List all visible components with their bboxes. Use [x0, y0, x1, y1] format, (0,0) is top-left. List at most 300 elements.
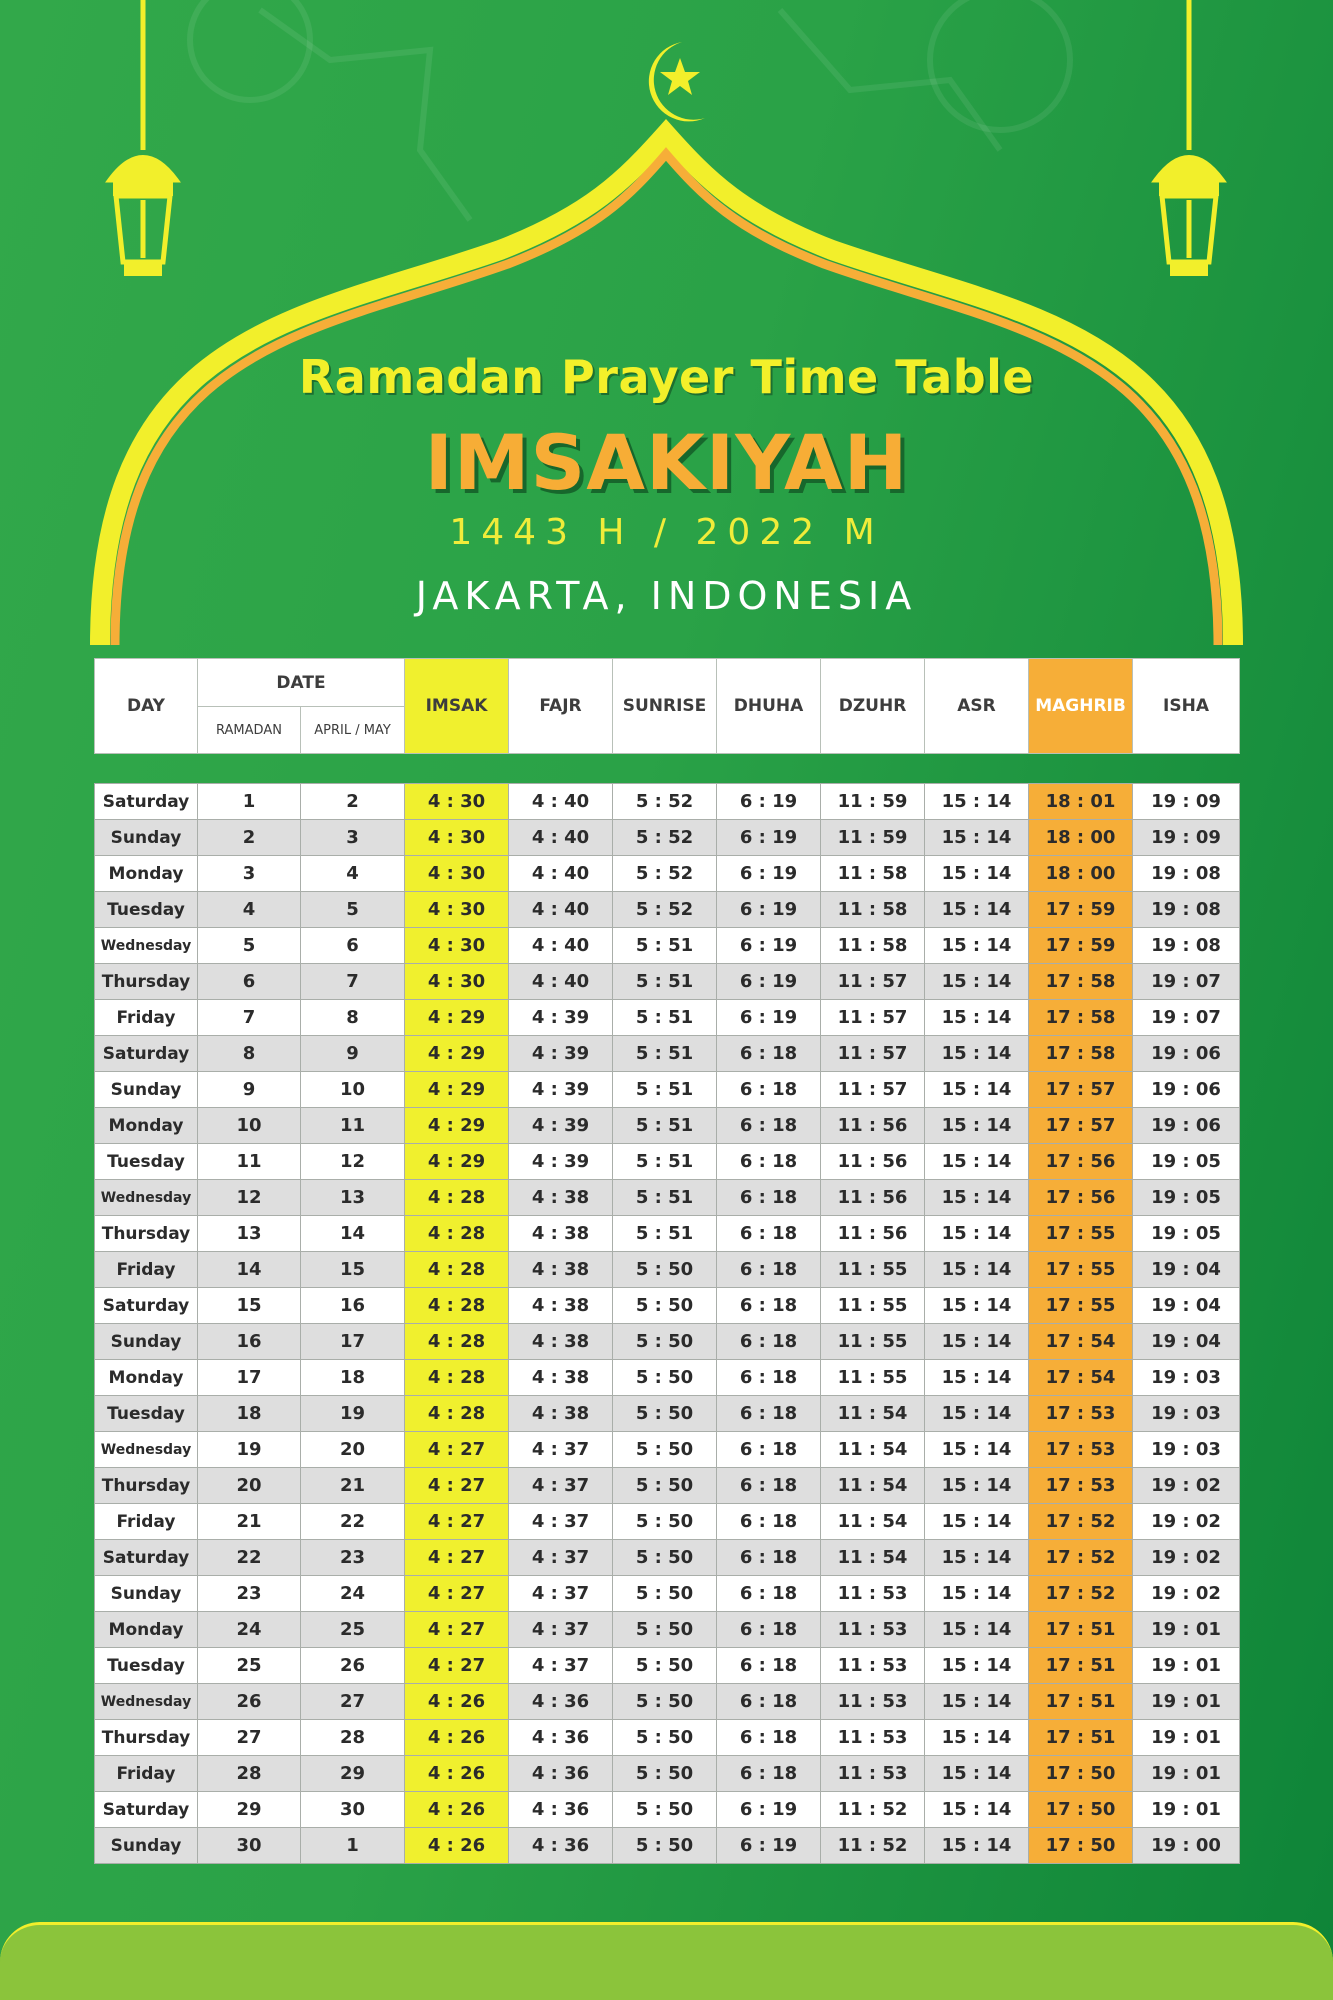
table-row	[95, 1432, 1240, 1468]
day-cell: Saturday	[95, 1288, 198, 1324]
imsak-cell: 4 : 28	[405, 1360, 509, 1396]
imsak-cell: 4 : 29	[405, 1144, 509, 1180]
maghrib-cell: 17 : 57	[1029, 1108, 1133, 1144]
dzuhr-cell: 11 : 57	[821, 1000, 925, 1036]
dhuha-cell: 6 : 19	[717, 892, 821, 928]
imsak-cell: 4 : 27	[405, 1576, 509, 1612]
ramadan-date-cell: 23	[198, 1576, 301, 1612]
sunrise-cell: 5 : 52	[613, 856, 717, 892]
sunrise-cell: 5 : 51	[613, 964, 717, 1000]
maghrib-cell: 17 : 51	[1029, 1720, 1133, 1756]
day-cell: Monday	[95, 856, 198, 892]
imsak-cell: 4 : 30	[405, 820, 509, 856]
dzuhr-cell: 11 : 58	[821, 856, 925, 892]
column-header-gregorian: APRIL / MAY	[301, 707, 405, 754]
imsak-cell: 4 : 30	[405, 784, 509, 820]
sunrise-cell: 5 : 50	[613, 1396, 717, 1432]
fajr-cell: 4 : 36	[509, 1828, 613, 1864]
imsak-cell: 4 : 28	[405, 1216, 509, 1252]
asr-cell: 15 : 14	[925, 1504, 1029, 1540]
dzuhr-cell: 11 : 57	[821, 964, 925, 1000]
dhuha-cell: 6 : 19	[717, 1828, 821, 1864]
table-row	[95, 1468, 1240, 1504]
day-cell: Wednesday	[95, 1684, 198, 1720]
dzuhr-cell: 11 : 56	[821, 1108, 925, 1144]
dzuhr-cell: 11 : 59	[821, 820, 925, 856]
day-cell: Thursday	[95, 964, 198, 1000]
ramadan-date-cell: 14	[198, 1252, 301, 1288]
isha-cell: 19 : 05	[1133, 1180, 1240, 1216]
dhuha-cell: 6 : 18	[717, 1252, 821, 1288]
gregorian-date-cell: 23	[301, 1540, 405, 1576]
isha-cell: 19 : 04	[1133, 1324, 1240, 1360]
sunrise-cell: 5 : 50	[613, 1468, 717, 1504]
dzuhr-cell: 11 : 56	[821, 1180, 925, 1216]
sunrise-cell: 5 : 50	[613, 1288, 717, 1324]
maghrib-cell: 17 : 54	[1029, 1360, 1133, 1396]
table-row	[95, 1288, 1240, 1324]
sunrise-cell: 5 : 50	[613, 1540, 717, 1576]
maghrib-cell: 17 : 58	[1029, 1036, 1133, 1072]
ramadan-date-cell: 25	[198, 1648, 301, 1684]
ramadan-date-cell: 8	[198, 1036, 301, 1072]
ramadan-date-cell: 1	[198, 784, 301, 820]
dhuha-cell: 6 : 18	[717, 1288, 821, 1324]
gregorian-date-cell: 30	[301, 1792, 405, 1828]
day-cell: Saturday	[95, 1540, 198, 1576]
maghrib-cell: 17 : 51	[1029, 1648, 1133, 1684]
dzuhr-cell: 11 : 58	[821, 928, 925, 964]
dzuhr-cell: 11 : 53	[821, 1648, 925, 1684]
asr-cell: 15 : 14	[925, 1144, 1029, 1180]
maghrib-cell: 17 : 59	[1029, 892, 1133, 928]
dzuhr-cell: 11 : 56	[821, 1216, 925, 1252]
isha-cell: 19 : 03	[1133, 1432, 1240, 1468]
maghrib-cell: 17 : 50	[1029, 1756, 1133, 1792]
dhuha-cell: 6 : 18	[717, 1144, 821, 1180]
isha-cell: 19 : 01	[1133, 1684, 1240, 1720]
imsak-cell: 4 : 29	[405, 1036, 509, 1072]
table-row	[95, 1828, 1240, 1864]
ramadan-date-cell: 18	[198, 1396, 301, 1432]
isha-cell: 19 : 01	[1133, 1792, 1240, 1828]
gregorian-date-cell: 25	[301, 1612, 405, 1648]
dhuha-cell: 6 : 18	[717, 1576, 821, 1612]
imsak-cell: 4 : 27	[405, 1612, 509, 1648]
gregorian-date-cell: 5	[301, 892, 405, 928]
gregorian-date-cell: 21	[301, 1468, 405, 1504]
isha-cell: 19 : 02	[1133, 1468, 1240, 1504]
fajr-cell: 4 : 39	[509, 1072, 613, 1108]
ramadan-date-cell: 24	[198, 1612, 301, 1648]
day-cell: Tuesday	[95, 1648, 198, 1684]
sunrise-cell: 5 : 50	[613, 1684, 717, 1720]
maghrib-cell: 17 : 51	[1029, 1684, 1133, 1720]
sunrise-cell: 5 : 50	[613, 1648, 717, 1684]
table-row	[95, 820, 1240, 856]
asr-cell: 15 : 14	[925, 1684, 1029, 1720]
day-cell: Sunday	[95, 1576, 198, 1612]
column-header-maghrib: MAGHRIB	[1029, 659, 1133, 754]
maghrib-cell: 17 : 50	[1029, 1828, 1133, 1864]
ramadan-date-cell: 3	[198, 856, 301, 892]
table-row	[95, 1756, 1240, 1792]
day-cell: Monday	[95, 1108, 198, 1144]
gregorian-date-cell: 2	[301, 784, 405, 820]
fajr-cell: 4 : 37	[509, 1468, 613, 1504]
maghrib-cell: 17 : 51	[1029, 1612, 1133, 1648]
asr-cell: 15 : 14	[925, 1540, 1029, 1576]
ramadan-date-cell: 20	[198, 1468, 301, 1504]
table-row	[95, 892, 1240, 928]
dzuhr-cell: 11 : 58	[821, 892, 925, 928]
day-cell: Wednesday	[95, 928, 198, 964]
sunrise-cell: 5 : 50	[613, 1324, 717, 1360]
asr-cell: 15 : 14	[925, 1756, 1029, 1792]
gregorian-date-cell: 24	[301, 1576, 405, 1612]
imsak-cell: 4 : 27	[405, 1432, 509, 1468]
maghrib-cell: 17 : 52	[1029, 1540, 1133, 1576]
asr-cell: 15 : 14	[925, 1252, 1029, 1288]
sunrise-cell: 5 : 51	[613, 1036, 717, 1072]
dzuhr-cell: 11 : 54	[821, 1432, 925, 1468]
gregorian-date-cell: 11	[301, 1108, 405, 1144]
day-cell: Saturday	[95, 1036, 198, 1072]
day-cell: Sunday	[95, 820, 198, 856]
fajr-cell: 4 : 39	[509, 1000, 613, 1036]
sunrise-cell: 5 : 51	[613, 1072, 717, 1108]
dhuha-cell: 6 : 18	[717, 1720, 821, 1756]
ramadan-date-cell: 10	[198, 1108, 301, 1144]
dhuha-cell: 6 : 19	[717, 856, 821, 892]
dhuha-cell: 6 : 18	[717, 1468, 821, 1504]
hanging-lantern-icon	[1156, 0, 1222, 276]
isha-cell: 19 : 08	[1133, 928, 1240, 964]
column-header-fajr: FAJR	[509, 659, 613, 754]
sunrise-cell: 5 : 51	[613, 1108, 717, 1144]
day-cell: Saturday	[95, 784, 198, 820]
isha-cell: 19 : 04	[1133, 1288, 1240, 1324]
asr-cell: 15 : 14	[925, 1396, 1029, 1432]
gregorian-date-cell: 12	[301, 1144, 405, 1180]
ramadan-date-cell: 12	[198, 1180, 301, 1216]
dhuha-cell: 6 : 18	[717, 1396, 821, 1432]
table-row	[95, 1792, 1240, 1828]
isha-cell: 19 : 01	[1133, 1648, 1240, 1684]
imsak-cell: 4 : 30	[405, 928, 509, 964]
day-cell: Thursday	[95, 1216, 198, 1252]
column-header-day: DAY	[95, 659, 198, 754]
page-title: Ramadan Prayer Time Table	[298, 350, 1035, 404]
fajr-cell: 4 : 38	[509, 1360, 613, 1396]
dzuhr-cell: 11 : 52	[821, 1828, 925, 1864]
asr-cell: 15 : 14	[925, 1324, 1029, 1360]
column-header-imsak: IMSAK	[405, 659, 509, 754]
day-cell: Sunday	[95, 1072, 198, 1108]
fajr-cell: 4 : 39	[509, 1144, 613, 1180]
dzuhr-cell: 11 : 54	[821, 1468, 925, 1504]
imsak-cell: 4 : 27	[405, 1648, 509, 1684]
ramadan-date-cell: 22	[198, 1540, 301, 1576]
maghrib-cell: 17 : 52	[1029, 1576, 1133, 1612]
sunrise-cell: 5 : 50	[613, 1756, 717, 1792]
maghrib-cell: 17 : 56	[1029, 1180, 1133, 1216]
fajr-cell: 4 : 38	[509, 1396, 613, 1432]
dhuha-cell: 6 : 18	[717, 1360, 821, 1396]
dzuhr-cell: 11 : 55	[821, 1288, 925, 1324]
fajr-cell: 4 : 37	[509, 1432, 613, 1468]
dhuha-cell: 6 : 19	[717, 964, 821, 1000]
table-row	[95, 1576, 1240, 1612]
imsak-cell: 4 : 30	[405, 964, 509, 1000]
imsak-cell: 4 : 28	[405, 1180, 509, 1216]
dhuha-cell: 6 : 19	[717, 1000, 821, 1036]
sunrise-cell: 5 : 50	[613, 1252, 717, 1288]
ramadan-date-cell: 15	[198, 1288, 301, 1324]
table-row	[95, 1324, 1240, 1360]
asr-cell: 15 : 14	[925, 1108, 1029, 1144]
dzuhr-cell: 11 : 54	[821, 1504, 925, 1540]
gregorian-date-cell: 26	[301, 1648, 405, 1684]
ramadan-date-cell: 19	[198, 1432, 301, 1468]
gregorian-date-cell: 17	[301, 1324, 405, 1360]
maghrib-cell: 17 : 52	[1029, 1504, 1133, 1540]
ramadan-date-cell: 13	[198, 1216, 301, 1252]
fajr-cell: 4 : 40	[509, 892, 613, 928]
day-cell: Saturday	[95, 1792, 198, 1828]
asr-cell: 15 : 14	[925, 1000, 1029, 1036]
day-cell: Wednesday	[95, 1180, 198, 1216]
imsak-cell: 4 : 26	[405, 1756, 509, 1792]
isha-cell: 19 : 01	[1133, 1756, 1240, 1792]
fajr-cell: 4 : 39	[509, 1036, 613, 1072]
table-row	[95, 964, 1240, 1000]
table-row	[95, 1540, 1240, 1576]
day-cell: Friday	[95, 1000, 198, 1036]
sunrise-cell: 5 : 52	[613, 820, 717, 856]
table-row	[95, 856, 1240, 892]
table-row	[95, 1648, 1240, 1684]
isha-cell: 19 : 05	[1133, 1216, 1240, 1252]
fajr-cell: 4 : 38	[509, 1252, 613, 1288]
gregorian-date-cell: 8	[301, 1000, 405, 1036]
isha-cell: 19 : 07	[1133, 1000, 1240, 1036]
isha-cell: 19 : 07	[1133, 964, 1240, 1000]
fajr-cell: 4 : 38	[509, 1216, 613, 1252]
sunrise-cell: 5 : 50	[613, 1432, 717, 1468]
gregorian-date-cell: 22	[301, 1504, 405, 1540]
table-row	[95, 1144, 1240, 1180]
maghrib-cell: 17 : 53	[1029, 1432, 1133, 1468]
imsak-cell: 4 : 27	[405, 1540, 509, 1576]
timetable-header	[94, 658, 1240, 754]
column-header-isha: ISHA	[1133, 659, 1240, 754]
column-header-asr: ASR	[925, 659, 1029, 754]
isha-cell: 19 : 05	[1133, 1144, 1240, 1180]
dhuha-cell: 6 : 18	[717, 1648, 821, 1684]
sunrise-cell: 5 : 50	[613, 1612, 717, 1648]
table-row	[95, 1036, 1240, 1072]
imsak-cell: 4 : 26	[405, 1828, 509, 1864]
dzuhr-cell: 11 : 53	[821, 1720, 925, 1756]
imsak-cell: 4 : 30	[405, 856, 509, 892]
ramadan-date-cell: 11	[198, 1144, 301, 1180]
asr-cell: 15 : 14	[925, 1180, 1029, 1216]
table-row	[95, 1684, 1240, 1720]
dzuhr-cell: 11 : 53	[821, 1612, 925, 1648]
imsak-cell: 4 : 27	[405, 1468, 509, 1504]
table-row	[95, 1396, 1240, 1432]
asr-cell: 15 : 14	[925, 1216, 1029, 1252]
table-row	[95, 1108, 1240, 1144]
isha-cell: 19 : 09	[1133, 784, 1240, 820]
sunrise-cell: 5 : 50	[613, 1576, 717, 1612]
dhuha-cell: 6 : 18	[717, 1216, 821, 1252]
dhuha-cell: 6 : 18	[717, 1108, 821, 1144]
ramadan-date-cell: 4	[198, 892, 301, 928]
sunrise-cell: 5 : 52	[613, 892, 717, 928]
isha-cell: 19 : 06	[1133, 1108, 1240, 1144]
imsak-cell: 4 : 28	[405, 1324, 509, 1360]
gregorian-date-cell: 1	[301, 1828, 405, 1864]
column-header-date: DATE	[198, 659, 405, 707]
maghrib-cell: 17 : 57	[1029, 1072, 1133, 1108]
sunrise-cell: 5 : 52	[613, 784, 717, 820]
isha-cell: 19 : 01	[1133, 1612, 1240, 1648]
maghrib-cell: 17 : 59	[1029, 928, 1133, 964]
isha-cell: 19 : 02	[1133, 1576, 1240, 1612]
asr-cell: 15 : 14	[925, 1072, 1029, 1108]
isha-cell: 19 : 04	[1133, 1252, 1240, 1288]
column-header-sunrise: SUNRISE	[613, 659, 717, 754]
day-cell: Thursday	[95, 1468, 198, 1504]
sunrise-cell: 5 : 51	[613, 928, 717, 964]
isha-cell: 19 : 09	[1133, 820, 1240, 856]
maghrib-cell: 17 : 53	[1029, 1468, 1133, 1504]
isha-cell: 19 : 02	[1133, 1540, 1240, 1576]
day-cell: Tuesday	[95, 1396, 198, 1432]
day-cell: Thursday	[95, 1720, 198, 1756]
fajr-cell: 4 : 37	[509, 1576, 613, 1612]
asr-cell: 15 : 14	[925, 1288, 1029, 1324]
maghrib-cell: 17 : 54	[1029, 1324, 1133, 1360]
gregorian-date-cell: 28	[301, 1720, 405, 1756]
table-row	[95, 1000, 1240, 1036]
day-cell: Friday	[95, 1756, 198, 1792]
ramadan-date-cell: 5	[198, 928, 301, 964]
fajr-cell: 4 : 36	[509, 1684, 613, 1720]
day-cell: Tuesday	[95, 1144, 198, 1180]
table-row	[95, 784, 1240, 820]
isha-cell: 19 : 08	[1133, 892, 1240, 928]
gregorian-date-cell: 4	[301, 856, 405, 892]
isha-cell: 19 : 01	[1133, 1720, 1240, 1756]
table-row	[95, 928, 1240, 964]
asr-cell: 15 : 14	[925, 784, 1029, 820]
gregorian-date-cell: 16	[301, 1288, 405, 1324]
ramadan-date-cell: 6	[198, 964, 301, 1000]
gregorian-date-cell: 29	[301, 1756, 405, 1792]
column-header-dhuha: DHUHA	[717, 659, 821, 754]
maghrib-cell: 17 : 50	[1029, 1792, 1133, 1828]
isha-cell: 19 : 06	[1133, 1036, 1240, 1072]
dhuha-cell: 6 : 18	[717, 1324, 821, 1360]
fajr-cell: 4 : 37	[509, 1504, 613, 1540]
isha-cell: 19 : 02	[1133, 1504, 1240, 1540]
gregorian-date-cell: 15	[301, 1252, 405, 1288]
asr-cell: 15 : 14	[925, 1036, 1029, 1072]
ramadan-date-cell: 28	[198, 1756, 301, 1792]
isha-cell: 19 : 03	[1133, 1396, 1240, 1432]
dzuhr-cell: 11 : 55	[821, 1360, 925, 1396]
ramadan-date-cell: 30	[198, 1828, 301, 1864]
isha-cell: 19 : 08	[1133, 856, 1240, 892]
gregorian-date-cell: 18	[301, 1360, 405, 1396]
gregorian-date-cell: 7	[301, 964, 405, 1000]
dzuhr-cell: 11 : 54	[821, 1540, 925, 1576]
dhuha-cell: 6 : 18	[717, 1540, 821, 1576]
asr-cell: 15 : 14	[925, 856, 1029, 892]
asr-cell: 15 : 14	[925, 1828, 1029, 1864]
ramadan-date-cell: 9	[198, 1072, 301, 1108]
maghrib-cell: 17 : 55	[1029, 1216, 1133, 1252]
dzuhr-cell: 11 : 53	[821, 1576, 925, 1612]
column-header-dzuhr: DZUHR	[821, 659, 925, 754]
table-row	[95, 1504, 1240, 1540]
dhuha-cell: 6 : 19	[717, 928, 821, 964]
asr-cell: 15 : 14	[925, 1576, 1029, 1612]
sunrise-cell: 5 : 50	[613, 1720, 717, 1756]
day-cell: Friday	[95, 1504, 198, 1540]
sunrise-cell: 5 : 51	[613, 1180, 717, 1216]
maghrib-cell: 17 : 56	[1029, 1144, 1133, 1180]
imsak-cell: 4 : 26	[405, 1792, 509, 1828]
imsak-cell: 4 : 26	[405, 1720, 509, 1756]
fajr-cell: 4 : 40	[509, 856, 613, 892]
maghrib-cell: 17 : 58	[1029, 964, 1133, 1000]
sunrise-cell: 5 : 50	[613, 1504, 717, 1540]
dzuhr-cell: 11 : 55	[821, 1252, 925, 1288]
gregorian-date-cell: 19	[301, 1396, 405, 1432]
day-cell: Sunday	[95, 1828, 198, 1864]
table-row	[95, 1252, 1240, 1288]
table-row	[95, 1720, 1240, 1756]
dzuhr-cell: 11 : 53	[821, 1756, 925, 1792]
dzuhr-cell: 11 : 57	[821, 1072, 925, 1108]
dhuha-cell: 6 : 18	[717, 1432, 821, 1468]
dzuhr-cell: 11 : 52	[821, 1792, 925, 1828]
asr-cell: 15 : 14	[925, 1468, 1029, 1504]
asr-cell: 15 : 14	[925, 1792, 1029, 1828]
fajr-cell: 4 : 40	[509, 928, 613, 964]
isha-cell: 19 : 03	[1133, 1360, 1240, 1396]
day-cell: Monday	[95, 1612, 198, 1648]
ramadan-date-cell: 21	[198, 1504, 301, 1540]
footer-band	[0, 1922, 1333, 2000]
gregorian-date-cell: 10	[301, 1072, 405, 1108]
dhuha-cell: 6 : 19	[717, 1792, 821, 1828]
dhuha-cell: 6 : 19	[717, 820, 821, 856]
year-label: 1443 H / 2022 M	[449, 512, 884, 553]
isha-cell: 19 : 06	[1133, 1072, 1240, 1108]
imsak-cell: 4 : 30	[405, 892, 509, 928]
fajr-cell: 4 : 40	[509, 820, 613, 856]
maghrib-cell: 17 : 55	[1029, 1288, 1133, 1324]
sunrise-cell: 5 : 51	[613, 1144, 717, 1180]
dzuhr-cell: 11 : 59	[821, 784, 925, 820]
dhuha-cell: 6 : 18	[717, 1756, 821, 1792]
fajr-cell: 4 : 38	[509, 1180, 613, 1216]
